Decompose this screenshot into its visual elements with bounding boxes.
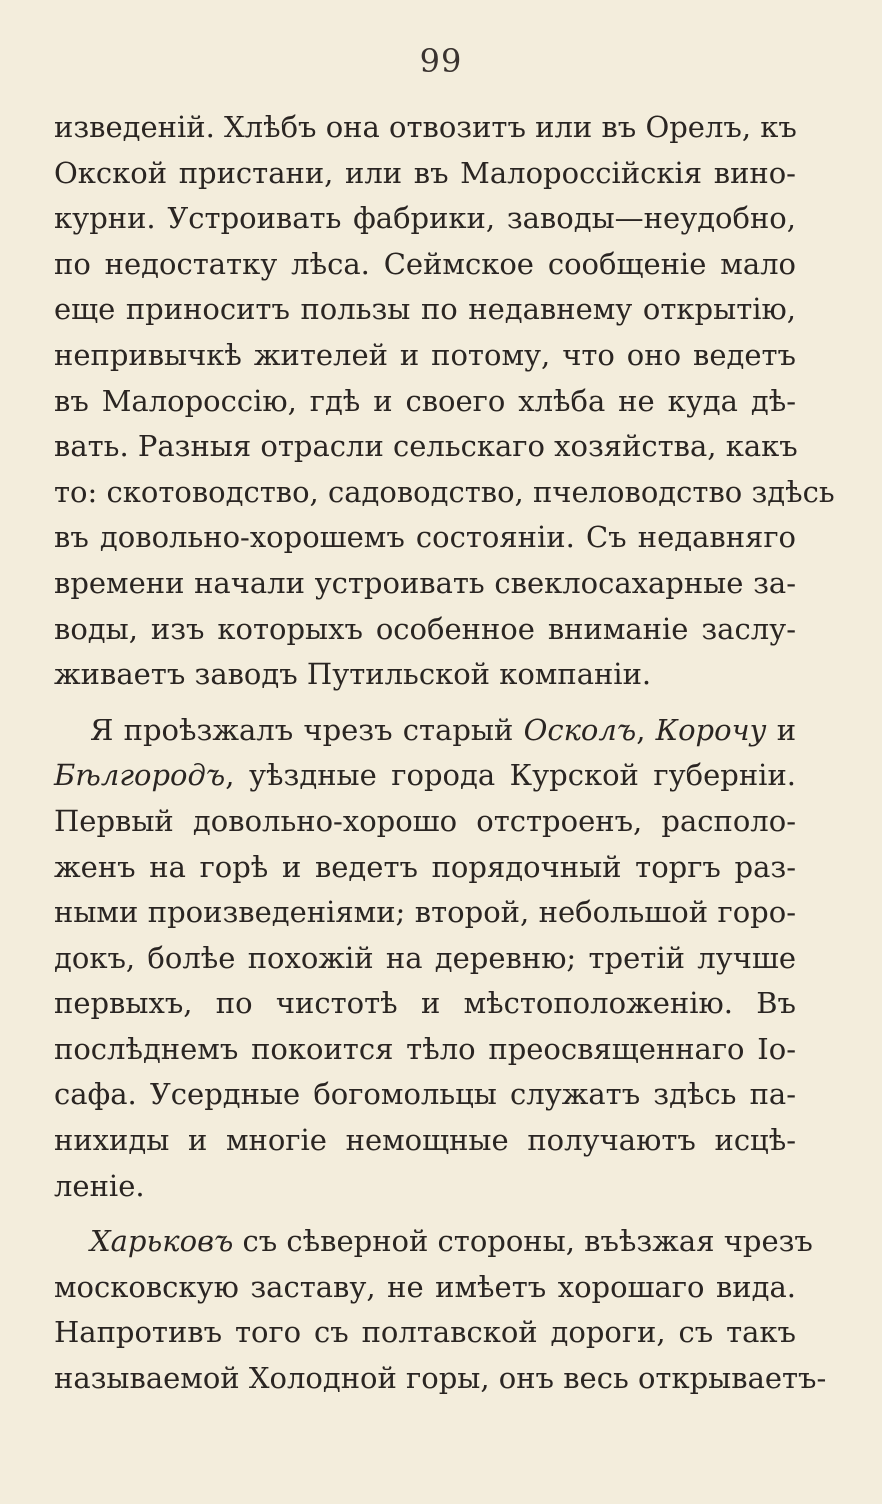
text-line: сафа. Усердные богомольцы служатъ здѣсь па-	[54, 1077, 796, 1112]
text-run: , уѣздные города Курской губерніи.	[225, 758, 796, 793]
paragraph-3	[54, 1219, 827, 1401]
text-line: Окской пристани, или въ Малороссійскія вино-	[54, 155, 796, 190]
text-line: непривычкѣ жителей и потому, что оно ведетъ	[54, 337, 796, 372]
paragraph-1	[54, 105, 835, 698]
text-line: ными произведеніями; второй, небольшой горо-	[54, 895, 796, 930]
place-name-kharkov: Харьковъ	[90, 1224, 234, 1259]
text-line: леніе.	[54, 1168, 145, 1203]
text-line: въ Малороссію, гдѣ и своего хлѣба не куда дѣ-	[54, 383, 796, 418]
text-line: Первый довольно-хорошо отстроенъ, располо-	[54, 803, 796, 838]
paragraph-gap	[54, 698, 796, 708]
text-line	[54, 708, 796, 754]
text-line: воды, изъ которыхъ особенное вниманіе заслу-	[54, 611, 796, 646]
place-name-oskol: Осколъ	[523, 712, 637, 747]
text-line: по недостатку лѣса. Сеймское сообщеніе мало	[54, 246, 796, 281]
text-line: курни. Устроивать фабрики, заводы—неудобно,	[54, 201, 796, 236]
text-run: ,	[636, 712, 656, 747]
place-name-korocha: Корочу	[655, 712, 767, 747]
text-run: Я проѣзжалъ чрезъ старый	[90, 712, 524, 747]
text-line: изведеній. Хлѣбъ она отвозитъ или въ Орелъ, къ	[54, 110, 797, 144]
text-line: называемой Холодной горы, онъ весь открываетъ-	[54, 1361, 827, 1396]
text-line: нихиды и многіе немощные получаютъ исцѣ-	[54, 1123, 796, 1158]
text-line: московскую заставу, не имѣетъ хорошаго вида.	[54, 1269, 796, 1304]
page-number: 99	[419, 42, 463, 80]
text-line: еще приноситъ пользы по недавнему открытію,	[54, 292, 796, 327]
text-line: первыхъ, по чистотѣ и мѣстоположенію. Въ	[54, 986, 796, 1021]
text-line: послѣднемъ покоится тѣло преосвященнаго Іо-	[54, 1031, 796, 1066]
text-line: докъ, болѣе похожій на деревню; третій лучше	[54, 940, 796, 975]
text-line: то: скотоводство, садоводство, пчеловодство здѣсь	[54, 474, 835, 509]
text-line: вать. Разныя отрасли сельскаго хозяйства, какъ	[54, 429, 798, 464]
text-line: времени начали устроивать свеклосахарные за-	[54, 565, 796, 600]
text-line	[54, 1219, 813, 1265]
place-name-belgorod: Бѣлгородъ	[54, 758, 226, 793]
text-line: Напротивъ того съ полтавской дороги, съ такъ	[54, 1315, 796, 1350]
text-line	[54, 753, 796, 799]
text-run: и	[766, 712, 797, 747]
paragraph-gap	[54, 1209, 796, 1219]
text-line: женъ на горѣ и ведетъ порядочный торгъ раз-	[54, 849, 796, 884]
page-text	[54, 105, 835, 1402]
text-run: съ сѣверной стороны, въѣзжая чрезъ	[233, 1224, 813, 1259]
paragraph-2	[54, 708, 796, 1210]
text-line: живаетъ заводъ Путильской компаніи.	[54, 657, 652, 692]
text-line: въ довольно-хорошемъ состояніи. Съ недавняго	[54, 520, 796, 555]
